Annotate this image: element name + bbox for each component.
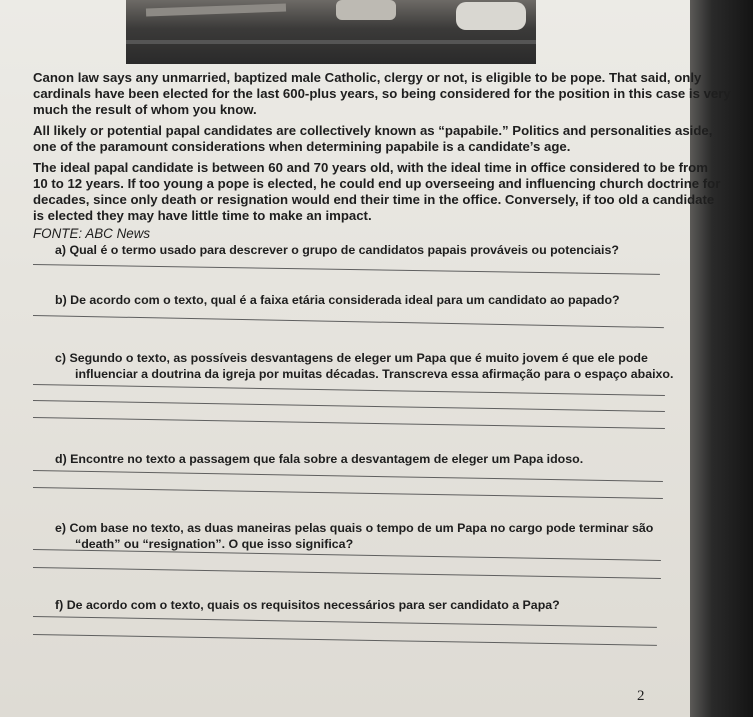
- question-f: f) De acordo com o texto, quais os requisitos necessários para ser candidato a Papa?: [55, 598, 560, 612]
- passage-line: The ideal papal candidate is between 60 and 70 years old, with the ideal time in office considered to be from: [33, 160, 708, 175]
- question-e-continued: “death” ou “resignation”. O que isso significa?: [75, 537, 354, 551]
- question-c: c) Segundo o texto, as possíveis desvantagens de eleger um Papa que é muito jovem é que ele pode: [55, 351, 648, 365]
- question-b: b) De acordo com o texto, qual é a faixa etária considerada ideal para um candidato ao papado?: [55, 293, 620, 307]
- passage-line: is elected they may have little time to make an impact.: [33, 208, 372, 223]
- passage-line: cardinals have been elected for the last 600-plus years, so being considered for the position in this case is very: [33, 86, 731, 101]
- cropped-photo: [126, 0, 536, 64]
- page-number: 2: [637, 688, 645, 704]
- passage-line: decades, since only death or resignation would end their time in the office. Conversely, if too old a candidate: [33, 192, 715, 207]
- question-e: e) Com base no texto, as duas maneiras pelas quais o tempo de um Papa no cargo pode terminar são: [55, 521, 654, 535]
- passage-line: much the result of whom you know.: [33, 102, 257, 117]
- question-c-continued: influenciar a doutrina da igreja por muitas décadas. Transcreva essa afirmação para o espaço abaixo.: [75, 367, 674, 381]
- passage-line: All likely or potential papal candidates are collectively known as “papabile.” Politics and personalities aside,: [33, 123, 713, 138]
- passage-line: Canon law says any unmarried, baptized male Catholic, clergy or not, is eligible to be pope. That said, only: [33, 70, 702, 85]
- passage-line: 10 to 12 years. If too young a pope is elected, he could end up overseeing and influencing church doctrine for: [33, 176, 721, 191]
- question-a: a) Qual é o termo usado para descrever o grupo de candidatos papais prováveis ou potenciais?: [55, 243, 619, 257]
- question-d: d) Encontre no texto a passagem que fala sobre a desvantagem de eleger um Papa idoso.: [55, 452, 584, 466]
- source-citation: FONTE: ABC News: [33, 226, 151, 241]
- background-edge: [690, 0, 753, 717]
- passage-line: one of the paramount considerations when determining papabile is a candidate’s age.: [33, 139, 571, 154]
